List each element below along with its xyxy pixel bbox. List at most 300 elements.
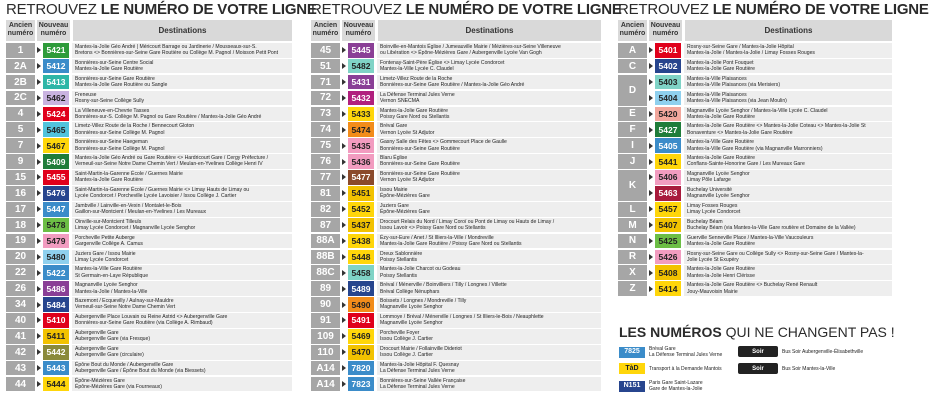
destinations [72,75,292,90]
header-old-number: Ancien numéro [6,20,35,41]
destination-line: Gasny Salle des Fêtes <> Gommecourt Place de Gaulle [380,139,507,146]
old-number: 42 [6,345,35,360]
arrow-right-icon [340,281,348,296]
new-number: 5405 [655,138,681,153]
destination-line: Mantes-la-Jolie Gare Routière [75,66,143,73]
table-row [311,329,601,344]
destinations [377,313,601,328]
destination-line: Buchelay Béam (via Mantes-la-Ville Gare routière et Domaine de la Vallée) [687,225,856,231]
new-number: 5491 [348,313,374,328]
arrow-right-icon [340,202,348,217]
new-number: 5490 [348,297,374,312]
new-number: 5427 [655,122,681,137]
destination-line: Mantes-la-Jolie Gare Routière [687,240,755,247]
table-row [618,43,892,58]
legend-line: Paris Gare Saint-Lazare [649,380,703,386]
old-number: F [618,122,647,137]
arrow-right-icon [647,91,655,106]
destination-line: Magnanville Lycée Senghor [75,282,138,289]
old-number: Z [618,281,647,296]
arrow-right-icon [35,122,43,137]
arrow-right-icon [35,361,43,376]
destination-line: Mantes-la-Ville Gare Routière (via Magnanville Marronniers) [687,145,823,152]
new-number: 5451 [348,186,374,201]
panel-title: RETROUVEZ LE NUMÉRO DE VOTRE LIGNE [618,1,929,18]
destination-line: Bonnières-sur-Seine Gare Routière (via Collège A. Rimbaud) [75,320,213,327]
destinations [377,186,601,201]
old-number: 110 [311,345,340,360]
destination-line: Verneuil-sur-Seine Notre Dame Chemin Vert / Meulan-en-Yvelines Collège Henri IV [75,161,263,168]
arrow-right-icon [35,297,43,312]
destination-line: La Villeneuve-en-Chevrie Tasses [75,107,150,114]
destinations [377,297,601,312]
destination-line: Aubergenville Gare / Épône Bout du Monde (via Biessets) [75,368,206,375]
destination-line: La Défense Terminal Jules Verne [380,383,455,390]
destinations [72,170,292,185]
destination-line: Guerville Senneville Place / Mantes-la-Ville Vaucouleurs [687,234,814,241]
table-row [311,345,601,360]
table-header [311,20,601,41]
old-number: 44 [6,377,35,392]
destination-line: Boinville-en-Mantois Église / Jumeauville Mairie / Mézières-sur-Seine Villeneuve [380,44,561,50]
destination-line: Mantes-la-Jolie Gare Routière <> Buchelay René Renault [687,282,818,289]
destinations [72,107,292,122]
arrow-right-icon [35,250,43,265]
old-number: 76 [311,154,340,169]
arrow-right-icon [647,234,655,249]
new-number: 5410 [43,313,69,328]
destinations [377,281,601,296]
destinations [684,265,892,280]
new-number: 5441 [655,154,681,169]
arrow-right-icon [35,138,43,153]
destination-line: Mantes-la-Jolie Gare Routière [75,177,143,184]
destinations [377,43,601,58]
legend-text [782,366,835,372]
destinations [684,43,892,58]
destinations [684,170,892,185]
arrow-right-icon [647,250,655,265]
destination-line: Mantes-la-Jolie Gare Routière / Poissy Gare Nord ou Stellantis [380,240,522,247]
old-number: M [618,218,647,233]
arrow-right-icon [35,43,43,58]
arrow-right-icon [340,297,348,312]
destination-line: Bazemont / Ecquevilly / Aulnay-sur-Mauldre [75,298,174,305]
line-code-badge: N151 [619,381,645,392]
arrow-right-icon [35,329,43,344]
old-number: 18 [6,218,35,233]
new-number: 5424 [43,107,69,122]
new-number: 5469 [348,329,374,344]
destination-line: Limay Pôle Lafarge [687,177,731,184]
old-number: 88C [311,265,340,280]
arrow-right-icon [35,154,43,169]
destinations [72,377,292,392]
arrow-right-icon [340,218,348,233]
new-number: 5404 [655,91,681,106]
destinations [377,107,601,122]
destination-line: Saint-Martin-la-Garenne École / Guernes Mairie <> Limay Hauts de Limay ou [75,187,250,194]
destinations [684,154,892,169]
new-number: 5489 [348,281,374,296]
table-row [618,59,892,74]
old-number: 1 [6,43,35,58]
destination-line: Lycée Condorcet / Porcheville Lycée Lavoisier / Issou Collège J. Cartier [75,193,237,200]
destination-line: Mantes-la-Jolie / Mantes-la-Jolie / Limay Fosses Rouges [687,50,815,57]
arrow-right-icon [340,122,348,137]
destination-line: Issou Mairie [380,187,408,194]
new-number: 5443 [43,361,69,376]
destination-line: Mantes-la-Jolie Gare Routière <> Mantes-la-Jolie Coteau <> Mantes-la-Jolie St [687,123,866,130]
destinations [377,329,601,344]
table-row [6,361,292,376]
arrow-right-icon [340,91,348,106]
old-number: A14 [311,377,340,392]
destinations [72,122,292,137]
destination-line: Bréval / Ménerville / Boinvilliers / Tilly / Longnes / Villette [380,282,507,289]
old-number: 87 [311,218,340,233]
destination-line: Jouy-Mauvoisin Mairie [687,288,738,295]
destinations [72,297,292,312]
legend-text [649,346,722,358]
table-row [618,202,892,217]
destinations [72,313,292,328]
panel-title: RETROUVEZ LE NUMÉRO DE VOTRE LIGNE [311,1,622,18]
arrow-right-icon [647,281,655,296]
new-number: 5408 [655,265,681,280]
table-row [311,75,601,90]
old-number: I [618,138,647,153]
old-number: A [618,43,647,58]
destination-line: Jambville / Lainville-en-Vexin / Montalet-le-Bois [75,202,182,209]
destination-line: Épône-Mézières Gare (via Fourneaux) [75,383,162,390]
old-number: 2A [6,59,35,74]
old-number: 7 [6,138,35,153]
arrow-right-icon [340,345,348,360]
table-row [6,122,292,137]
legend-line: Bréval Gare [649,346,676,352]
table-row [311,107,601,122]
destinations [684,186,892,201]
destination-line: Bonnières-sur-Seine Gare Routière [380,171,460,178]
destinations [684,250,892,265]
arrow-right-icon [647,186,655,201]
destinations [72,329,292,344]
arrow-right-icon [340,234,348,249]
destination-line: Porcheville Foyer [380,330,420,337]
table-row [618,154,892,169]
destinations [72,265,292,280]
destination-line: Mantes-la-Jolie Gare Routière [687,113,755,120]
destinations [377,234,601,249]
old-number: 17 [6,202,35,217]
destination-line: Jolie Lycée St Exupéry [687,256,739,263]
old-number: R [618,250,647,265]
route-list [618,43,892,296]
table-row [6,202,292,217]
destinations [377,59,601,74]
panel-2 [311,0,622,393]
table-row [311,218,601,233]
destinations [684,91,892,106]
table-row [311,138,601,153]
destinations [72,361,292,376]
destination-line: Saint-Martin-la-Garenne École / Guernes Mairie [75,171,183,178]
new-number: 5437 [348,218,374,233]
arrow-right-icon [35,170,43,185]
destinations [72,43,292,58]
destinations [377,138,601,153]
new-number: 5402 [655,59,681,74]
new-number: 5406 [655,170,681,185]
header-old-number: Ancien numéro [618,20,647,41]
old-number: 88A [311,234,340,249]
table-row [6,186,292,201]
destination-line: Dreux Sablonnière [380,250,423,257]
table-row [311,297,601,312]
old-number: 2B [6,75,35,90]
table-row [311,202,601,217]
arrow-right-icon [340,313,348,328]
table-row [618,107,892,122]
legend-line: Bus Soir Aubergenville-Élisabethville [782,348,864,355]
destinations [684,122,892,137]
table-row [311,122,601,137]
header-old-number: Ancien numéro [311,20,340,41]
destination-line: Mantes-la-Jolie Gare Routière ou Sangle [75,81,168,88]
destination-line: Mantes-la-Ville Plaisances [687,75,747,82]
arrow-right-icon [340,43,348,58]
destination-line: Gargenville Collège A. Camus [75,240,143,247]
table-row [6,218,292,233]
arrow-right-icon [340,170,348,185]
new-number: 5465 [43,122,69,137]
panel-title: RETROUVEZ LE NUMÉRO DE VOTRE LIGNE [6,1,317,18]
new-number: 5425 [655,234,681,249]
destinations [72,281,292,296]
destination-line: St Germain-en-Laye République [75,272,149,279]
destination-line: La Défense Terminal Jules Verne [380,368,455,375]
destinations [72,218,292,233]
destination-line: Verneuil-sur-Seine Notre Dame Chemin Vert [75,304,176,311]
destination-line: Mantes-la-Jolie Gare Routière [687,266,755,273]
destination-line: Bonnières-sur-Seine Gare Routière [380,161,460,168]
destination-line: Épône-Mézières Gare [380,209,430,216]
destinations [72,250,292,265]
legend-line: Gare de Mantes-la-Jolie [649,386,703,392]
destination-line: Buchelay Université [687,187,733,194]
table-row [311,377,601,392]
destination-line: Ézy-sur-Eure / Anet / St Illiers-la-Ville / Mondreville [380,234,494,241]
legend-item [738,346,863,357]
destinations [684,138,892,153]
new-number: 5455 [43,170,69,185]
destinations [377,154,601,169]
header-new-number: Nouveau numéro [649,20,682,41]
arrow-right-icon [647,265,655,280]
destinations [72,186,292,201]
arrow-right-icon [340,75,348,90]
new-number: 5482 [348,59,374,74]
new-number: 5479 [43,234,69,249]
destination-line: Bonnières-sur-Seine Collège M. Pagnol [75,129,165,136]
arrow-right-icon [35,281,43,296]
destination-line: Magnanville Lycée Senghor / Mantes-la-Ville Lycée C. Claudel [687,107,828,114]
destinations [684,218,892,233]
header-destinations: Destinations [378,20,601,41]
destination-line: Rosny-sur-Seine Collège Sully [75,97,145,104]
new-number: 5438 [348,234,374,249]
destination-line: Mantes-la-Jolie Henri Clérisse [687,272,755,279]
destination-line: Limetz-Villez Route de la Roche / Bennecourt Gloton [75,123,195,130]
panel-1 [6,0,317,393]
destination-line: Juziers Gare [380,202,409,209]
destinations [377,265,601,280]
destination-line: Poissy Stellantis [380,256,418,263]
destination-line: Magnanville Lycée Senghor [380,304,443,311]
legend-text [649,366,722,372]
new-number: 5403 [655,75,681,90]
destinations [72,59,292,74]
line-code-badge: Soir [738,346,778,357]
table-row [6,43,292,58]
new-number: 7820 [348,361,374,376]
arrow-right-icon [35,75,43,90]
arrow-right-icon [35,186,43,201]
legend-text [782,349,863,355]
destination-line: Rosny-sur-Seine Gare ou Collège Sully <> Rosny-sur-Seine Gare / Mantes-la- [687,250,864,257]
old-number: 16 [6,186,35,201]
legend-line: Transport à la Demande Mantois [649,365,722,372]
destination-line: La Défense Terminal Jules Verne [380,91,455,98]
legend-line: La Défense Terminal Jules Verne [649,352,723,358]
old-number: 73 [311,107,340,122]
arrow-right-icon [35,265,43,280]
destination-line: Poissy Stellantis [380,272,418,279]
table-header [618,20,892,41]
destination-line: Lommoye / Bréval / Ménerville / Longnes / St Illiers-le-Bois / Neauphlette [380,314,544,321]
destinations [684,281,892,296]
destinations [684,107,892,122]
old-number: 43 [6,361,35,376]
line-code-badge: TàD [619,363,645,374]
table-row [618,91,892,106]
old-number: 20 [6,250,35,265]
old-number: 40 [6,313,35,328]
legend-item [619,346,722,358]
new-number: 5435 [348,138,374,153]
destinations [684,202,892,217]
arrow-right-icon [35,218,43,233]
new-number: 5442 [43,345,69,360]
destination-line: Conflans-Sainte-Honorine Gare / Les Mureaux Gare [687,161,805,168]
table-row [6,154,292,169]
destination-line: Épône-Mézières Gare [75,377,125,384]
new-number: 5445 [348,43,374,58]
destination-line: Mantes-la-Ville Plaisances [687,91,747,98]
table-row [6,59,292,74]
destinations [377,202,601,217]
destinations [684,75,892,90]
destination-line: Bonnières-sur-S. Collège M. Pagnol ou Gare Routière / Mantes-la-Jolie Géo André [75,113,262,120]
table-row [618,281,892,296]
arrow-right-icon [647,59,655,74]
destination-line: Magnanville Lycée Senghor [380,320,443,327]
old-number: 2C [6,91,35,106]
destination-line: Limay Lycée Condorcet [75,256,129,263]
new-number: 5477 [348,170,374,185]
destination-line: Mantes-la-Jolie Hôpital F. Quesnay [380,361,459,368]
arrow-right-icon [340,59,348,74]
table-row [6,107,292,122]
arrow-right-icon [35,345,43,360]
destinations [377,345,601,360]
table-row [311,313,601,328]
destinations [72,154,292,169]
arrow-right-icon [340,154,348,169]
header-new-number: Nouveau numéro [342,20,375,41]
destination-line: Issou Lavoir <> Poissy Gare Nord ou Stellantis [380,225,486,231]
new-number: 5414 [655,281,681,296]
destination-line: Bonnières-sur-Seine Vallée Française [380,377,466,384]
destination-line: Porcheville Petite Auberge [75,234,135,241]
destination-line: Limetz-Villez Route de la Roche [380,75,453,82]
table-row [6,170,292,185]
destination-line: Aubergenville Gare (circulaire) [75,352,144,359]
destination-line: Blaru Église [380,155,408,162]
new-number: 5432 [348,91,374,106]
destinations [684,234,892,249]
header-destinations: Destinations [73,20,292,41]
destinations [377,122,601,137]
arrow-right-icon [35,234,43,249]
destination-line: Magnanville Lycée Senghor [687,171,750,178]
old-number: X [618,265,647,280]
destination-line: Juziers Gare / Issou Mairie [75,250,136,257]
new-number: 7823 [348,377,374,392]
old-number: 77 [311,170,340,185]
old-number: 72 [311,91,340,106]
destination-line: Mantes-la-Ville Plaisances (via Merisiers) [687,81,781,88]
table-row [311,154,601,169]
table-row [311,234,601,249]
legend-line: Bus Soir Mantes-la-Ville [782,365,836,372]
old-number: 71 [311,75,340,90]
new-number: 5476 [43,186,69,201]
destination-line: Bonnières-sur-Seine Collège M. Pagnol [75,145,165,152]
new-number: 5422 [43,265,69,280]
table-row [6,329,292,344]
destination-line: Mantes-la-Ville Plaisances (via Jean Moulin) [687,97,787,104]
destination-line: Bonnières-sur-Seine Centre Social [75,59,154,66]
table-row [311,59,601,74]
table-row [311,91,601,106]
destinations [377,377,601,392]
table-row [311,43,601,58]
old-number: 41 [6,329,35,344]
arrow-right-icon [647,218,655,233]
new-number: 5413 [43,75,69,90]
arrow-right-icon [340,250,348,265]
table-row [311,170,601,185]
arrow-right-icon [647,138,655,153]
destinations [377,218,601,233]
destination-line: Bretons <> Bonnières-sur-Seine Gare Routière ou Collège M. Pagnol / Moisson Petit Pont [75,50,279,57]
table-row [6,75,292,90]
new-number: 5462 [43,91,69,106]
destinations [377,361,601,376]
table-row [311,265,601,280]
